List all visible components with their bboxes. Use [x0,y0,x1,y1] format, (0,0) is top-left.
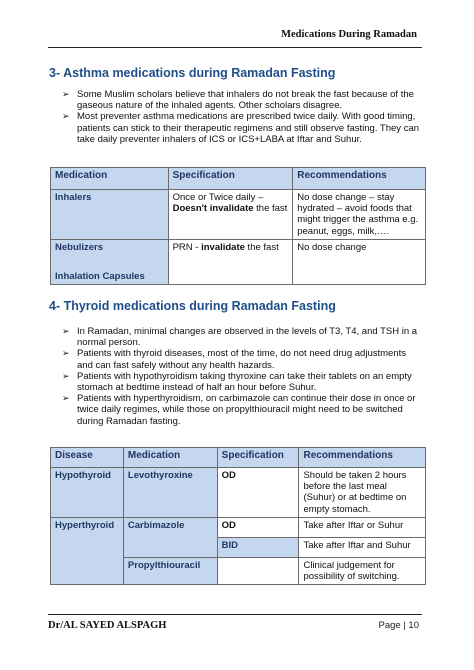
table-row [51,190,426,240]
medication-cell: Inhalers [51,190,169,240]
table-header-row [51,448,426,468]
arrow-bullet-icon: ➢ [62,89,70,99]
column-header: Recommendations [293,168,426,190]
medication-cell: Propylthiouracil [123,557,217,584]
list-item [62,111,424,145]
column-header: Specification [217,448,299,468]
medication-cell: Inhalation Capsules [51,262,169,284]
specification-cell [168,190,293,240]
spec-emphasis: invalidate [201,241,245,253]
asthma-bullet-list [62,89,424,145]
recommendation-cell: Take after Iftar and Suhur [299,537,426,557]
recommendation-cell: Should be taken 2 hours before the last meal (Suhur) or at bedtime on empty stomach. [299,468,426,518]
asthma-section-heading: 3- Asthma medications during Ramadan Fasting [49,66,336,80]
arrow-bullet-icon: ➢ [62,393,70,404]
bullet-text: Patients with hyperthyroidism, on carbimazole can continue their dose in once or twice daily regimes, while those on propylthiouracil might need to be switched during Ramadan fasting. [77,393,416,427]
table-row [51,239,426,262]
arrow-bullet-icon: ➢ [62,348,70,359]
disease-cell: Hyperthyroid [51,517,124,584]
column-header: Medication [51,168,169,190]
bullet-text: Most preventer asthma medications are prescribed twice daily. With good timing, patients can stick to their therapeutic regimens and still observe fasting. They can take daily preventer inhalers of ICS or ICS+LABA at Iftar and Suhur. [77,111,420,145]
column-header: Disease [51,448,124,468]
table-row [51,517,426,537]
page-header-title: Medications During Ramadan [281,29,417,40]
column-header: Specification [168,168,293,190]
medication-cell: Levothyroxine [123,468,217,518]
spec-text: the fast [244,241,279,253]
recommendation-cell: Clinical judgement for possibility of switching. [299,557,426,584]
medication-cell: Carbimazole [123,517,217,557]
list-item [62,393,424,427]
column-header: Recommendations [299,448,426,468]
disease-cell: Hypothyroid [51,468,124,518]
arrow-bullet-icon: ➢ [62,111,70,122]
table-row [51,468,426,518]
spec-text: Once or Twice daily – [172,192,264,203]
bullet-text: Patients with hypothyroidism taking thyroxine can take their tablets on an empty stomach at bedtime instead of half an hour before Suhur. [77,370,412,394]
list-item [62,326,424,348]
list-item [62,371,424,393]
table-header-row [51,168,426,190]
footer-author: Dr/AL SAYED ALSPAGH [48,620,167,631]
thyroid-bullet-list [62,326,424,427]
bullet-text: In Ramadan, minimal changes are observed in the levels of T3, T4, and TSH in a normal person. [77,326,418,349]
column-header: Medication [123,448,217,468]
header-divider [48,47,422,48]
footer-divider [48,614,422,615]
specification-cell [217,557,299,584]
list-item [62,89,424,111]
recommendation-cell: Take after Iftar or Suhur [299,517,426,537]
spec-emphasis: Doesn't invalidate [172,203,254,215]
page-number: Page | 10 [378,620,419,631]
bullet-text: Patients with thyroid diseases, most of the time, do not need drug adjustments and can fast safely without any health hazards. [77,348,406,371]
spec-text: the fast [253,203,288,215]
bullet-text: Some Muslim scholars believe that inhalers do not break the fast because of the gaseous nature of the inhaled agents. Other scholars disagree. [77,89,414,112]
specification-cell: OD [217,517,299,537]
specification-cell [168,239,293,284]
arrow-bullet-icon: ➢ [62,326,70,336]
specification-cell: OD [217,468,299,518]
thyroid-section-heading: 4- Thyroid medications during Ramadan Fasting [49,299,336,313]
list-item [62,348,424,370]
specification-cell: BID [217,537,299,557]
thyroid-medications-table [50,447,426,585]
recommendation-cell: No dose change [293,239,426,284]
asthma-medications-table [50,167,426,285]
spec-text: PRN - [172,241,202,253]
recommendation-cell: No dose change – stay hydrated – avoid foods that might trigger the asthma e.g. peanut, eggs, milk,…. [293,190,426,240]
arrow-bullet-icon: ➢ [62,370,70,381]
medication-cell: Nebulizers [51,239,169,262]
